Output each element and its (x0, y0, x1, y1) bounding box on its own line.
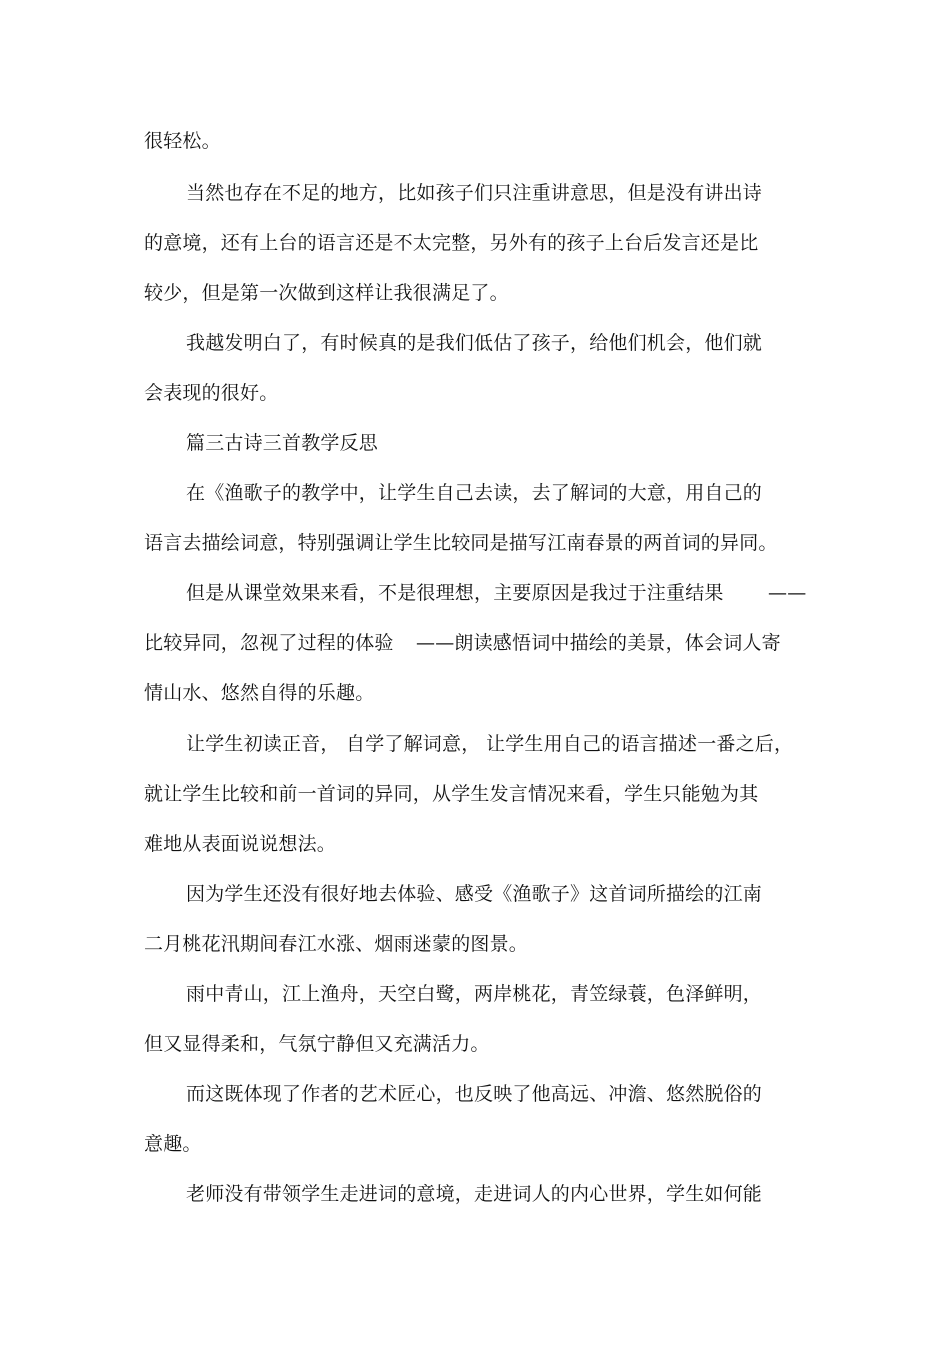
text-line: 雨中青山，江上渔舟，天空白鹭，两岸桃花，青笠绿蓑，色泽鲜明， (186, 983, 763, 1005)
text-line: 比较异同，忽视了过程的体验 (144, 632, 394, 654)
text-line: 因为学生还没有很好地去体验、感受《渔歌子》这首词所描绘的江南 (186, 883, 763, 905)
text-line: 情山水、悠然自得的乐趣。 (144, 682, 375, 704)
text-line: 老师没有带领学生走进词的意境，走进词人的内心世界，学生如何能 (186, 1183, 763, 1205)
text-line: 让学生初读正音， (186, 733, 340, 755)
text-line: 但是从课堂效果来看，不是很理想，主要原因是我过于注重结果 (186, 582, 724, 604)
text-line: 就让学生比较和前一首词的异同，从学生发言情况来看，学生只能勉为其 (144, 783, 759, 805)
text-line: 会表现的很好。 (144, 382, 279, 404)
text-line: 让学生用自己的语言描述一番之后， (486, 733, 794, 755)
text-line: 在《渔歌子的教学中，让学生自己去读，去了解词的大意，用自己的 (186, 482, 763, 504)
text-line: 当然也存在不足的地方，比如孩子们只注重讲意思，但是没有讲出诗 (186, 182, 763, 204)
text-line: 很轻松。 (144, 130, 221, 152)
text-line: 我越发明白了，有时候真的是我们低估了孩子，给他们机会，他们就 (186, 332, 763, 354)
text-line: 的意境，还有上台的语言还是不太完整，另外有的孩子上台后发言还是比 (144, 232, 759, 254)
section-heading: 篇三古诗三首教学反思 (186, 432, 379, 454)
dash-fragment: —— (768, 582, 807, 604)
text-line: 二月桃花汛期间春江水涨、烟雨迷蒙的图景。 (144, 933, 529, 955)
text-line: 较少，但是第一次做到这样让我很满足了。 (144, 282, 509, 304)
text-line: ——朗读感悟词中描绘的美景，体会词人寄 (416, 632, 781, 654)
text-line: 自学了解词意， (346, 733, 481, 755)
text-line: 而这既体现了作者的艺术匠心，也反映了他高远、冲澹、悠然脱俗的 (186, 1083, 763, 1105)
text-line: 语言去描绘词意，特别强调让学生比较同是描写江南春景的两首词的异同。 (144, 532, 778, 554)
text-line: 意趣。 (144, 1133, 202, 1155)
text-line: 但又显得柔和，气氛宁静但又充满活力。 (144, 1033, 490, 1055)
text-line: 难地从表面说说想法。 (144, 833, 337, 855)
